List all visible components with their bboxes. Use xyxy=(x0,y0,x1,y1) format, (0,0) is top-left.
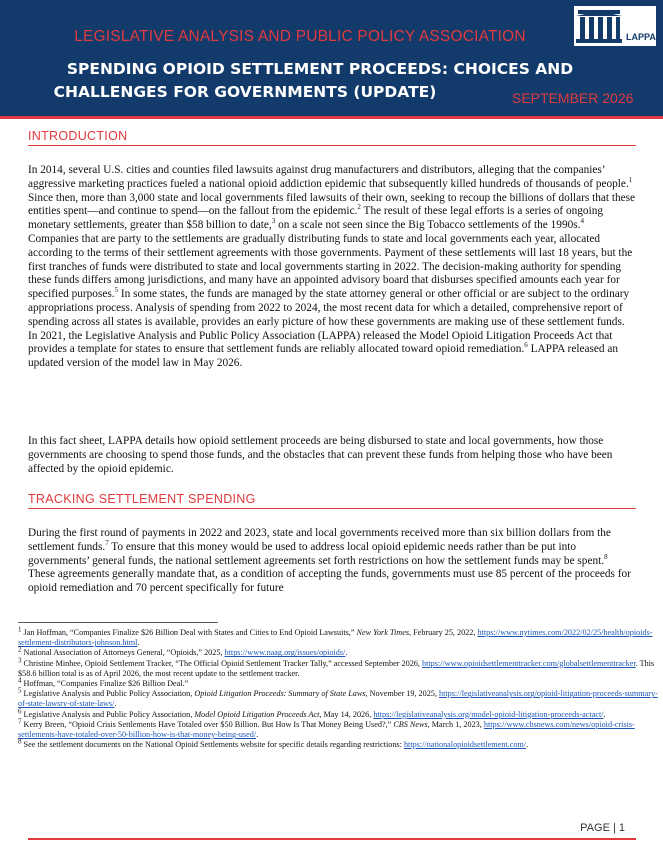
footnote-ref[interactable]: 4 xyxy=(18,676,22,685)
lappa-logo xyxy=(574,6,656,46)
italic-title: CBS News xyxy=(393,719,428,729)
footnote-divider xyxy=(18,622,218,623)
section-rule xyxy=(28,145,636,146)
footnote-ref[interactable]: 2 xyxy=(357,203,361,212)
tracking-paragraph-1: During the first round of payments in 2022 and 2023, state and local governments received more than six billion dollars from the settlement funds.$^7$ To ensure that this money would be used to address local opioid epidemic needs rather than be put into governments’ general funds, the national settlement agreements set forth restrictions on how the settlement funds may be spent.$^8$ These agreements generally mandate that, as a condition of accepting the funds, governments must use 85 percent of the proceeds for opioid remediation and 70 percent specifically for future xyxy=(28,527,631,595)
footnote-item: $^7$ Kerry Breen, “Opioid Crisis Settlements Have Totaled over $50 Billion. But How Is That Money Being Used?,” CBS News, March 1, 2023, https://www.cbsnews.com/news/opioid-crisis-settlements-have-totaled-over-50-billion-how-is-that-money-being-used/. xyxy=(18,717,635,740)
organization-name: LEGISLATIVE ANALYSIS AND PUBLIC POLICY ASSOCIATION xyxy=(74,28,526,45)
footnote-ref[interactable]: 7 xyxy=(105,539,109,548)
italic-title: Opioid Litigation Proceeds: Summary of State Laws xyxy=(194,689,366,699)
section-heading-introduction: INTRODUCTION xyxy=(28,129,128,143)
footnote-link[interactable]: https://legislativeanalysis.org/model-opioid-litigation-proceeds-actact/ xyxy=(373,709,604,719)
section-rule xyxy=(28,508,636,509)
footnote-link[interactable]: https://www.cbsnews.com/news/opioid-crisis-settlements-have-totaled-over-50-billion-how-is-that-money-being-used/ xyxy=(18,719,635,740)
footnote-link[interactable]: https://www.naag.org/issues/opioids/ xyxy=(224,648,346,658)
footnote-ref[interactable]: 3 xyxy=(271,217,276,226)
footnote-item: $^8$ See the settlement documents on the National Opioid Settlements website for specific details regarding restrictions: https://nationalopioidsettlement.com/. xyxy=(18,737,529,750)
footnote-link[interactable]: https://www.nytimes.com/2022/02/25/health/opioids-settlement-distributors-johnson.html xyxy=(18,628,653,648)
footnote-link[interactable]: https://nationalopioidsettlement.com/ xyxy=(403,740,527,750)
footnote-item: $^4$ Hoffman, “Companies Finalize $26 Billion Deal.” xyxy=(18,676,189,689)
footnote-item: $^5$ Legislative Analysis and Public Policy Association, Opioid Litigation Proceeds: Summary of State Laws, November 19, 2025, https://legislativeanalysis.org/opioid-litigation-proceeds-summary-of-state-lawsry-of-state-laws/. xyxy=(18,686,658,709)
footnote-ref[interactable]: 4 xyxy=(580,217,584,226)
italic-title: Model Opioid Litigation Proceeds Act xyxy=(194,709,320,719)
page-number: PAGE | 1 xyxy=(580,822,625,834)
footnote-ref[interactable]: 2 xyxy=(18,645,22,654)
footnote-ref[interactable]: 5 xyxy=(18,686,22,695)
footnote-ref[interactable]: 6 xyxy=(18,706,22,715)
title-line-2: CHALLENGES FOR GOVERNMENTS (UPDATE) xyxy=(53,83,437,101)
title-line-1: SPENDING OPIOID SETTLEMENT PROCEEDS: CHOICES AND xyxy=(66,60,574,78)
footer-rule xyxy=(28,838,636,840)
header-accent-rule xyxy=(0,116,663,119)
footnote-item: $^6$ Legislative Analysis and Public Policy Association, Model Opioid Litigation Proceeds Act, May 14, 2026, https://legislativeanalysis.org/model-opioid-litigation-proceeds-actact/. xyxy=(18,706,606,719)
footnote-item: $^3$ Christine Minhee, Opioid Settlement Tracker, “The Official Opioid Settlement Tracker Tally,” accessed September 2026, https://www.opioidsettlementtracker.com/globalsettlementtracker. This $58.6 billion total is as of April 2026, the most recent update to the settlement tracker. xyxy=(18,655,655,678)
footnote-ref[interactable]: 3 xyxy=(18,655,22,664)
footnote-ref[interactable]: 8 xyxy=(604,552,608,561)
publication-date: SEPTEMBER 2026 xyxy=(512,90,634,106)
footnote-ref[interactable]: 8 xyxy=(18,737,22,746)
footnotes xyxy=(18,625,658,750)
footnote-ref[interactable]: 1 xyxy=(628,176,633,185)
intro-paragraph-1: In 2014, several U.S. cities and counties filed lawsuits against drug manufacturers and distributors, alleging that the companies’ aggressive marketing practices fueled a national opioid addiction epidemic that subsequently killed hundreds of thousands of people.$^1$ Since then, more than 3,000 state and local governments filed lawsuits of their own, seeking to recoup the billions of dollars that these entities spent—and continue to spend—on the fallout from the epidemic.$^2$ The result of these legal efforts is a series of ongoing monetary settlements, greater than $58 billion to date,$^3$ on a scale not seen since the Big Tobacco settlements of the 1990s.$^4$ Companies that are party to the settlements are gradually distributing funds to state and local governments each year, allocated according to the terms of their settlement agreements with those governments. Payment of these settlements will last 18 years, but the first tranches of funds were distributed to state and local governments starting in 2022. The decision-making authority for spending these funds differs among jurisdictions, and many have an appointed advisory board that disburses specified amounts each year for specified purposes.$^5$ In some states, the funds are managed by the state attorney general or other official or are subject to the ordinary appropriations process. Analysis of spending from 2022 to 2024, the most recent data for which a detailed, comprehensive report of spending across all states is available, provides an early picture of how these governments are making use of these settlement funds. In 2021, the Legislative Analysis and Public Policy Association (LAPPA) released the Model Opioid Litigation Proceeds Act that provides a template for states to ensure that settlement funds are reliably allocated toward opioid remediation.$^6$ LAPPA released an updated version of the model law in May 2026. xyxy=(28,164,636,370)
logo-wordmark: LAPPA xyxy=(626,32,656,42)
section-heading-tracking: TRACKING SETTLEMENT SPENDING xyxy=(28,492,256,506)
intro-paragraph-2: In this fact sheet, LAPPA details how opioid settlement proceeds are being disbursed to state and local governments, how those governments are choosing to spend those funds, and the obstacles that can prevent these funds from helping those who have been affected by the opioid epidemic. xyxy=(28,435,613,475)
footnote-item: $^2$ National Association of Attorneys General, “Opioids,” 2025, https://www.naag.org/issues/opioids/. xyxy=(18,645,348,658)
footnote-ref[interactable]: 1 xyxy=(18,625,22,634)
italic-title: New York Times xyxy=(356,628,410,637)
footnote-item: $^1$ Jan Hoffman, “Companies Finalize $26 Billion Deal with States and Cities to End Opioid Lawsuits,” New York Times, February 25, 2022, https://www.nytimes.com/2022/02/25/health/opioids-settlement-distributors-johnson.html. xyxy=(18,625,653,648)
footnote-link[interactable]: https://legislativeanalysis.org/opioid-litigation-proceeds-summary-of-state-lawsry-of-state-laws/ xyxy=(18,689,658,709)
footnote-link[interactable]: https://www.opioidsettlementtracker.com/globalsettlementtracker xyxy=(422,658,636,668)
footnote-ref[interactable]: 7 xyxy=(18,717,22,726)
footnote-ref[interactable]: 6 xyxy=(524,341,528,350)
footnote-ref[interactable]: 5 xyxy=(114,286,119,295)
